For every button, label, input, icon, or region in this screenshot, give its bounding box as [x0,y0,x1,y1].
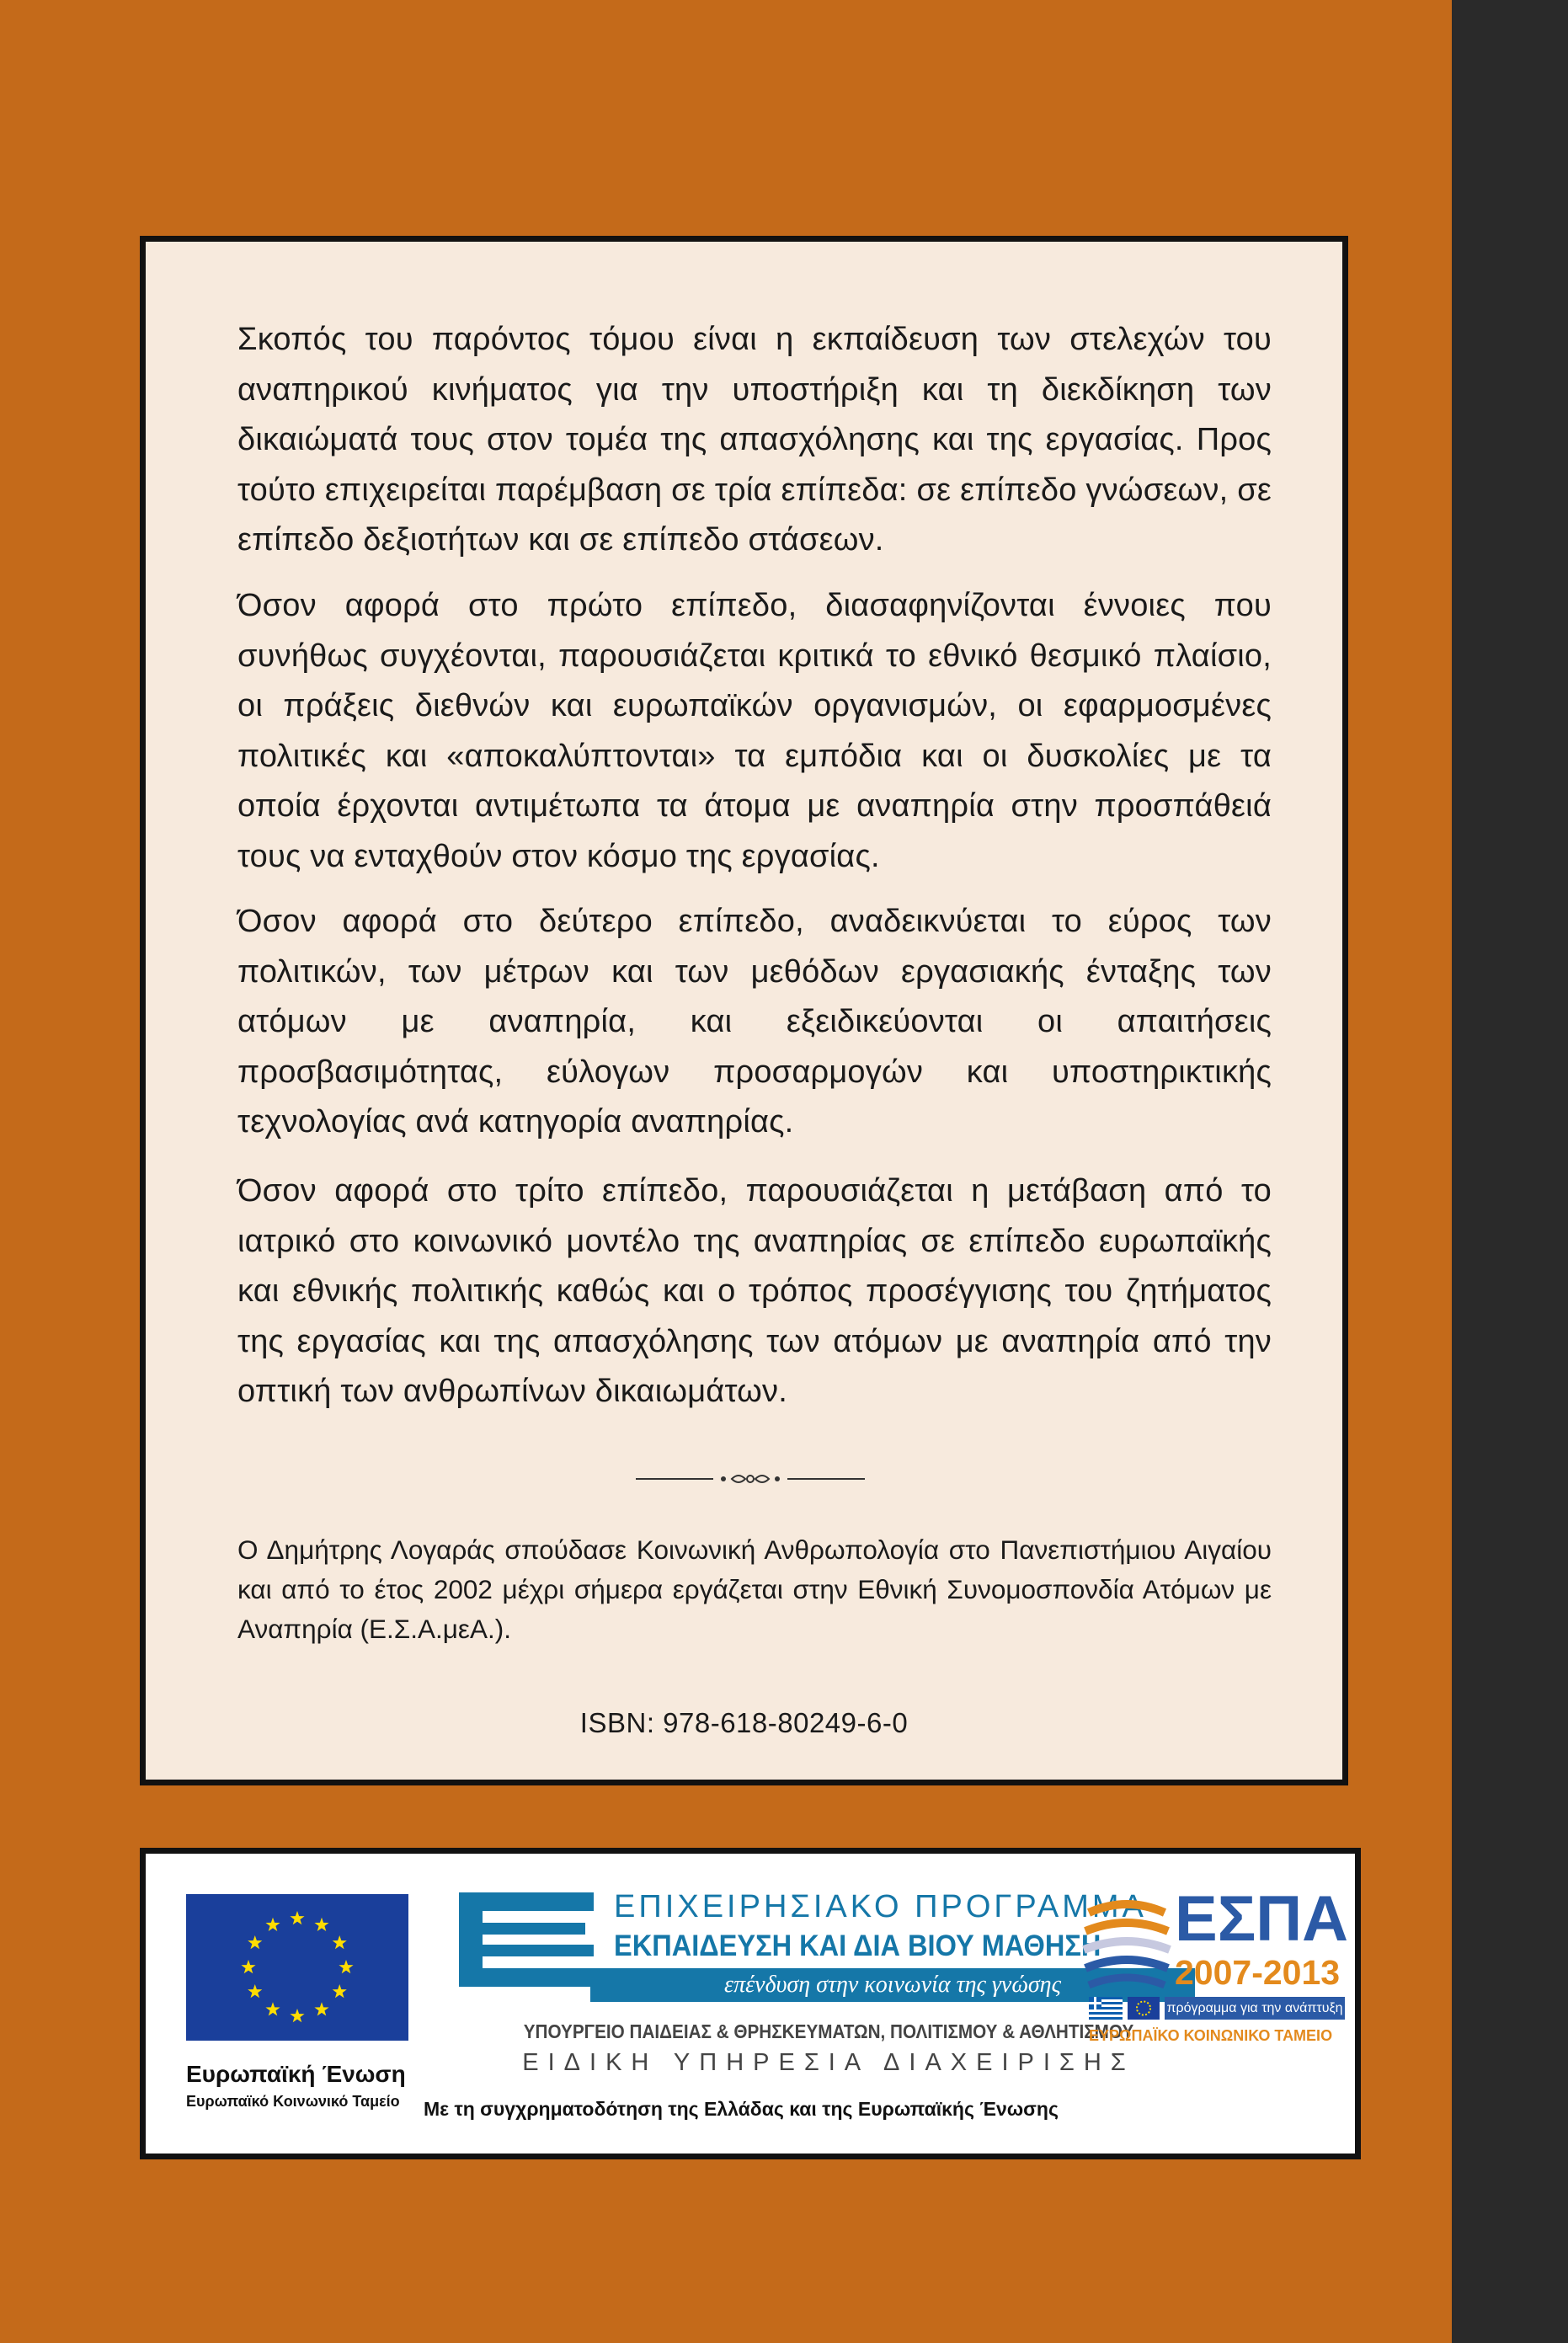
back-cover-text-panel [140,236,1348,1785]
eu-logo [186,1894,413,2110]
espa-title: ΕΣΠΑ [1175,1883,1349,1955]
education-program-emblem-icon [459,1892,594,1987]
espa-waves-icon [1080,1894,1173,1991]
espa-years: 2007-2013 [1175,1953,1341,1992]
eu-flag-icon [186,1894,408,2041]
eu-logo-title: Ευρωπαϊκή Ένωση [186,2061,406,2087]
paragraph-third-level: Όσον αφορά στο τρίτο επίπεδο, παρουσιάζεται η μετάβαση από το ιατρικό στο κοινωνικό μοντέλο της αναπηρίας σε επίπεδο ευρωπαϊκής και εθνικής πολιτικής καθώς και ο τρόπος προσέγγισης του ζητήματος της εργασίας και της απασχόλησης των ατόμων με αναπηρία από την οπτική των ανθρωπίνων δικαιωμάτων. [237,1173,1272,1409]
author-bio: Ο Δημήτρης Λογαράς σπούδασε Κοινωνική Ανθρωπολογία στο Πανεπιστήμιου Αιγαίου και από το έτος 2002 μέχρι σήμερα εργάζεται στην Εθνική Συνομοσπονδία Ατόμων με Αναπηρία (Ε.Σ.Α.μεΑ.). [237,1534,1272,1644]
eu-logo-subtitle: Ευρωπαϊκό Κοινωνικό Ταμείο [186,2093,400,2110]
book-spine [1452,0,1568,2343]
funding-logos-panel [140,1848,1361,2159]
greek-flag-icon [1089,1997,1123,2020]
paragraph-second-level: Όσον αφορά στο δεύτερο επίπεδο, αναδεικνύεται το εύρος των πολιτικών, των μέτρων και των μεθόδων εργασιακής ένταξης των ατόμων με αναπηρία, και εξειδικεύονται οι απαιτήσεις προσβασιμότητας, εύλογων προσαρμογών και υποστηρικτικής τεχνολογίας ανά κατηγορία αναπηρίας. [237,904,1272,1139]
program-slogan: επένδυση στην κοινωνία της γνώσης [724,1972,1061,1998]
ornament-divider [632,1469,868,1489]
program-line-1: ΕΠΙΧΕΙΡΗΣΙΑΚΟ ΠΡΟΓΡΑΜΜΑ [614,1889,1147,1924]
eu-mini-flag-icon [1128,1997,1160,2020]
isbn: ISBN: 978-618-80249-6-0 [579,1707,909,1738]
program-line-2: ΕΚΠΑΙΔΕΥΣΗ ΚΑΙ ΔΙΑ ΒΙΟΥ ΜΑΘΗΣΗ [614,1929,1101,1962]
ministry-name: ΥΠΟΥΡΓΕΙΟ ΠΑΙΔΕΙΑΣ & ΘΡΗΣΚΕΥΜΑΤΩΝ, ΠΟΛΙΤΙΣΜΟΥ & ΑΘΛΗΤΙΣΜΟΥ [523,2020,1134,2042]
espa-fund: ΕΥΡΩΠΑΪΚΟ ΚΟΙΝΩΝΙΚΟ ΤΑΜΕΙΟ [1089,2027,1333,2044]
espa-tagline: πρόγραμμα για την ανάπτυξη [1165,1997,1345,2020]
cofunding-statement: Με τη συγχρηματοδότηση της Ελλάδας και της Ευρωπαϊκής Ένωσης [424,2098,1059,2120]
managing-agency: ΕΙΔΙΚΗ ΥΠΗΡΕΣΙΑ ΔΙΑΧΕΙΡΙΣΗΣ [522,2049,1135,2076]
paragraph-purpose: Σκοπός του παρόντος τόμου είναι η εκπαίδευση των στελεχών του αναπηρικού κινήματος για την υποστήριξη και τη διεκδίκηση των δικαιώματά τους στον τομέα της απασχόλησης και της εργασίας. Προς τούτο επιχειρείται παρέμβαση σε τρία επίπεδα: σε επίπεδο γνώσεων, σε επίπεδο δεξιοτήτων και σε επίπεδο στάσεων. [237,322,1272,558]
paragraph-first-level: Όσον αφορά στο πρώτο επίπεδο, διασαφηνίζονται έννοιες που συνήθως συγχέονται, παρουσιάζεται κριτικά το εθνικό θεσμικό πλαίσιο, οι πράξεις διεθνών και ευρωπαϊκών οργανισμών, οι εφαρμοσμένες πολιτικές και «αποκαλύπτονται» τα εμπόδια και οι δυσκολίες με τα οποία έρχονται αντιμέτωπα τα άτομα με αναπηρία στην προσπάθειά τους να ενταχθούν στον κόσμο της εργασίας. [237,588,1272,874]
